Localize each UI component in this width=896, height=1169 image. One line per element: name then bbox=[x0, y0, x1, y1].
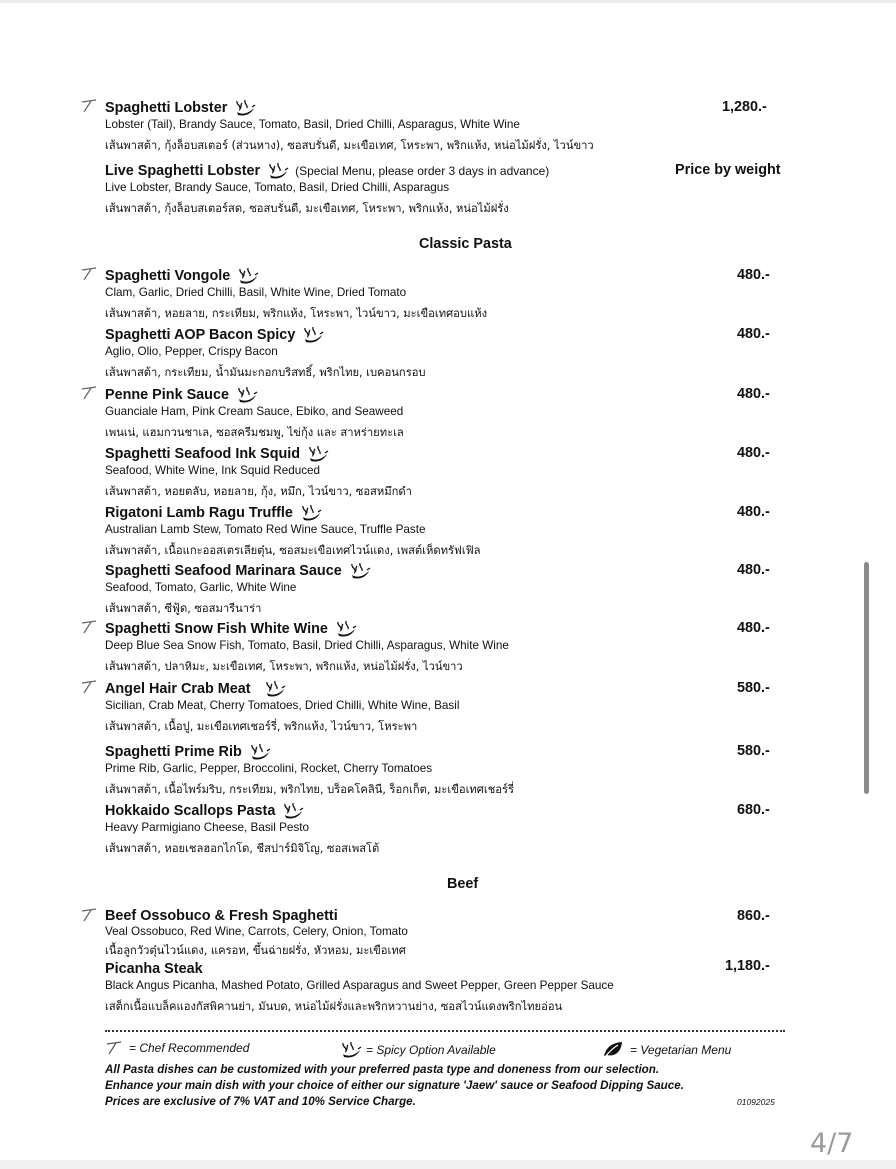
dish-price: 480.- bbox=[737, 620, 770, 636]
top-divider bbox=[0, 0, 896, 3]
dish-description: Clam, Garlic, Dried Chilli, Basil, White Wine, Dried Tomato bbox=[105, 286, 407, 299]
chef-hat-icon bbox=[80, 680, 98, 694]
chef-hat-icon bbox=[80, 386, 98, 400]
chilli-flame-icon bbox=[307, 445, 329, 463]
dish-description: Seafood, White Wine, Ink Squid Reduced bbox=[105, 464, 321, 477]
dish-description: Guanciale Ham, Pink Cream Sauce, Ebiko, and Seaweed bbox=[105, 405, 404, 418]
dish-description-thai: เส้นพาสต้า, ซีฟู้ด, ซอสมารีนาร่า bbox=[105, 602, 262, 615]
leaf-icon bbox=[603, 1041, 623, 1058]
chilli-flame-icon bbox=[340, 1041, 362, 1059]
dish-description-thai: เส้นพาสต้า, หอยเชลฮอกไกโด, ชีสปาร์มิจิโญ, ซอสเพสโต้ bbox=[105, 842, 380, 855]
dish-price: 1,280.- bbox=[722, 99, 767, 115]
chilli-flame-icon bbox=[237, 267, 259, 285]
legend-vegetarian-label: = Vegetarian Menu bbox=[630, 1042, 732, 1057]
dish-name: Spaghetti Vongole bbox=[105, 268, 231, 284]
dish-price: 480.- bbox=[737, 445, 770, 461]
footer-divider bbox=[105, 1030, 785, 1032]
dish-name: Rigatoni Lamb Ragu Truffle bbox=[105, 505, 293, 521]
section-title-beef: Beef bbox=[447, 876, 479, 892]
viewer-bottom-bar bbox=[0, 1160, 896, 1169]
chilli-flame-icon bbox=[335, 620, 357, 638]
section-title-classic-pasta: Classic Pasta bbox=[419, 236, 512, 252]
dish-name: Spaghetti Seafood Ink Squid bbox=[105, 446, 301, 462]
dish-name: Picanha Steak bbox=[105, 961, 203, 977]
scrollbar-thumb[interactable] bbox=[864, 562, 869, 794]
dish-description: Aglio, Olio, Pepper, Crispy Bacon bbox=[105, 345, 278, 358]
dish-description-thai: เส้นพาสต้า, เนื้อไพร์มริบ, กระเทียม, พริกไทย, บร็อคโคลินี, ร็อกเก็ต, มะเขือเทศเชอร์รี่ bbox=[105, 783, 515, 796]
chef-hat-icon bbox=[80, 99, 98, 113]
dish-description: Veal Ossobuco, Red Wine, Carrots, Celery, Onion, Tomato bbox=[105, 925, 408, 938]
footer-note-prices: Prices are exclusive of 7% VAT and 10% Service Charge. bbox=[105, 1095, 416, 1108]
chef-hat-icon bbox=[80, 267, 98, 281]
dish-price: 580.- bbox=[737, 743, 770, 759]
dish-name: Penne Pink Sauce bbox=[105, 387, 229, 403]
dish-description-thai: เส้นพาสต้า, กุ้งล็อบสเตอร์ (ส่วนหาง), ซอสบรั่นดี, มะเขือเทศ, โหระพา, พริกแห้ง, หน่อไม้ฝรั่ง, ไวน์ขาว bbox=[105, 139, 594, 152]
chef-hat-icon bbox=[80, 620, 98, 634]
dish-name: Spaghetti Snow Fish White Wine bbox=[105, 621, 328, 637]
dish-name: Spaghetti Prime Rib bbox=[105, 744, 242, 760]
dish-description: Prime Rib, Garlic, Pepper, Broccolini, Rocket, Cherry Tomatoes bbox=[105, 762, 433, 775]
legend-chef-label: = Chef Recommended bbox=[129, 1041, 250, 1055]
dish-price: 480.- bbox=[737, 267, 770, 283]
dish-price: 480.- bbox=[737, 504, 770, 520]
dish-note: (Special Menu, please order 3 days in advance) bbox=[295, 164, 550, 178]
dish-price: 860.- bbox=[737, 908, 770, 924]
dish-description: Australian Lamb Stew, Tomato Red Wine Sauce, Truffle Paste bbox=[105, 523, 426, 536]
dish-description-thai: เพนเน่, แฮมกวนชาเล, ซอสครีมชมพู, ไข่กุ้ง และ สาหร่ายทะเล bbox=[105, 426, 404, 439]
dish-description-thai: เส้นพาสต้า, กุ้งล็อบสเตอร์สด, ซอสบรั่นดี, มะเขือเทศ, โหระพา, พริกแห้ง, หน่อไม้ฝรั่ง bbox=[105, 202, 509, 215]
dish-price: 680.- bbox=[737, 802, 770, 818]
dish-price: Price by weight bbox=[675, 162, 781, 178]
dish-description-thai: เส้นพาสต้า, เนื้อแกะออสเตรเลียตุ๋น, ซอสมะเขือเทศไวน์แดง, เพสต์เห็ดทรัฟเฟิล bbox=[105, 544, 481, 557]
footer-note-sauce: Enhance your main dish with your choice of either our signature 'Jaew' sauce or Seafood Dipping Sauce. bbox=[105, 1079, 684, 1092]
chilli-flame-icon bbox=[264, 680, 286, 698]
dish-price: 1,180.- bbox=[725, 958, 770, 974]
dish-description-thai: เส้นพาสต้า, ปลาหิมะ, มะเขือเทศ, โหระพา, พริกแห้ง, หน่อไม้ฝรั่ง, ไวน์ขาว bbox=[105, 660, 463, 673]
chilli-flame-icon bbox=[234, 99, 256, 117]
dish-description: Lobster (Tail), Brandy Sauce, Tomato, Basil, Dried Chilli, Asparagus, White Wine bbox=[105, 118, 520, 131]
dish-name: Hokkaido Scallops Pasta bbox=[105, 803, 276, 819]
dish-description: Live Lobster, Brandy Sauce, Tomato, Basil, Dried Chilli, Asparagus bbox=[105, 181, 450, 194]
dish-description: Sicilian, Crab Meat, Cherry Tomatoes, Dried Chilli, White Wine, Basil bbox=[105, 699, 460, 712]
dish-name: Live Spaghetti Lobster bbox=[105, 163, 261, 179]
legend-spicy-label: = Spicy Option Available bbox=[366, 1043, 496, 1057]
legend-spicy bbox=[340, 1041, 496, 1059]
legend-vegetarian bbox=[603, 1041, 731, 1058]
footer-note-customize: All Pasta dishes can be customized with your preferred pasta type and doneness from our selection. bbox=[105, 1063, 660, 1076]
dish-name: Angel Hair Crab Meat bbox=[105, 681, 251, 697]
dish-description: Black Angus Picanha, Mashed Potato, Grilled Asparagus and Sweet Pepper, Green Pepper Sauce bbox=[105, 979, 614, 992]
chilli-flame-icon bbox=[302, 326, 324, 344]
dish-description: Seafood, Tomato, Garlic, White Wine bbox=[105, 581, 297, 594]
chilli-flame-icon bbox=[349, 562, 371, 580]
dish-name: Beef Ossobuco & Fresh Spaghetti bbox=[105, 908, 338, 924]
dish-name: Spaghetti AOP Bacon Spicy bbox=[105, 327, 296, 343]
dish-price: 580.- bbox=[737, 680, 770, 696]
page-indicator: 4/7 bbox=[810, 1128, 854, 1159]
dish-name: Spaghetti Seafood Marinara Sauce bbox=[105, 563, 342, 579]
chilli-flame-icon bbox=[267, 162, 289, 180]
dish-price: 480.- bbox=[737, 326, 770, 342]
dish-name: Spaghetti Lobster bbox=[105, 100, 228, 116]
dish-description-thai: เส้นพาสต้า, หอยตลับ, หอยลาย, กุ้ง, หมึก, ไวน์ขาว, ซอสหมึกดำ bbox=[105, 485, 412, 498]
dish-description-thai: เส้นพาสต้า, กระเทียม, น้ำมันมะกอกบริสทธิ์, พริกไทย, เบคอนกรอบ bbox=[105, 366, 426, 379]
chef-hat-icon bbox=[80, 908, 98, 922]
menu-version-code: 01092025 bbox=[737, 1097, 775, 1107]
chilli-flame-icon bbox=[282, 802, 304, 820]
legend-chef bbox=[105, 1041, 249, 1055]
chilli-flame-icon bbox=[300, 504, 322, 522]
dish-description: Deep Blue Sea Snow Fish, Tomato, Basil, Dried Chilli, Asparagus, White Wine bbox=[105, 639, 509, 652]
chilli-flame-icon bbox=[236, 386, 258, 404]
dish-description-thai: เส้นพาสต้า, หอยลาย, กระเทียม, พริกแห้ง, โหระพา, ไวน์ขาว, มะเขือเทศอบแห้ง bbox=[105, 307, 488, 320]
dish-description: Heavy Parmigiano Cheese, Basil Pesto bbox=[105, 821, 309, 834]
dish-description-thai: เสต็กเนื้อแบล็คแองกัสพิคานย่า, มันบด, หน่อไม้ฝรั่งและพริกหวานย่าง, ซอสไวน์แดงพริกไทยอ่อน bbox=[105, 1000, 563, 1013]
dish-price: 480.- bbox=[737, 562, 770, 578]
dish-description-thai: เส้นพาสต้า, เนื้อปู, มะเขือเทศเชอร์รี่, พริกแห้ง, ไวน์ขาว, โหระพา bbox=[105, 720, 418, 733]
dish-price: 480.- bbox=[737, 386, 770, 402]
chef-hat-icon bbox=[105, 1041, 123, 1055]
chilli-flame-icon bbox=[249, 743, 271, 761]
dish-description-thai: เนื้อลูกวัวตุ๋นไวน์แดง, แครอท, ขึ้นฉ่ายฝรั่ง, หัวหอม, มะเขือเทศ bbox=[105, 944, 406, 957]
